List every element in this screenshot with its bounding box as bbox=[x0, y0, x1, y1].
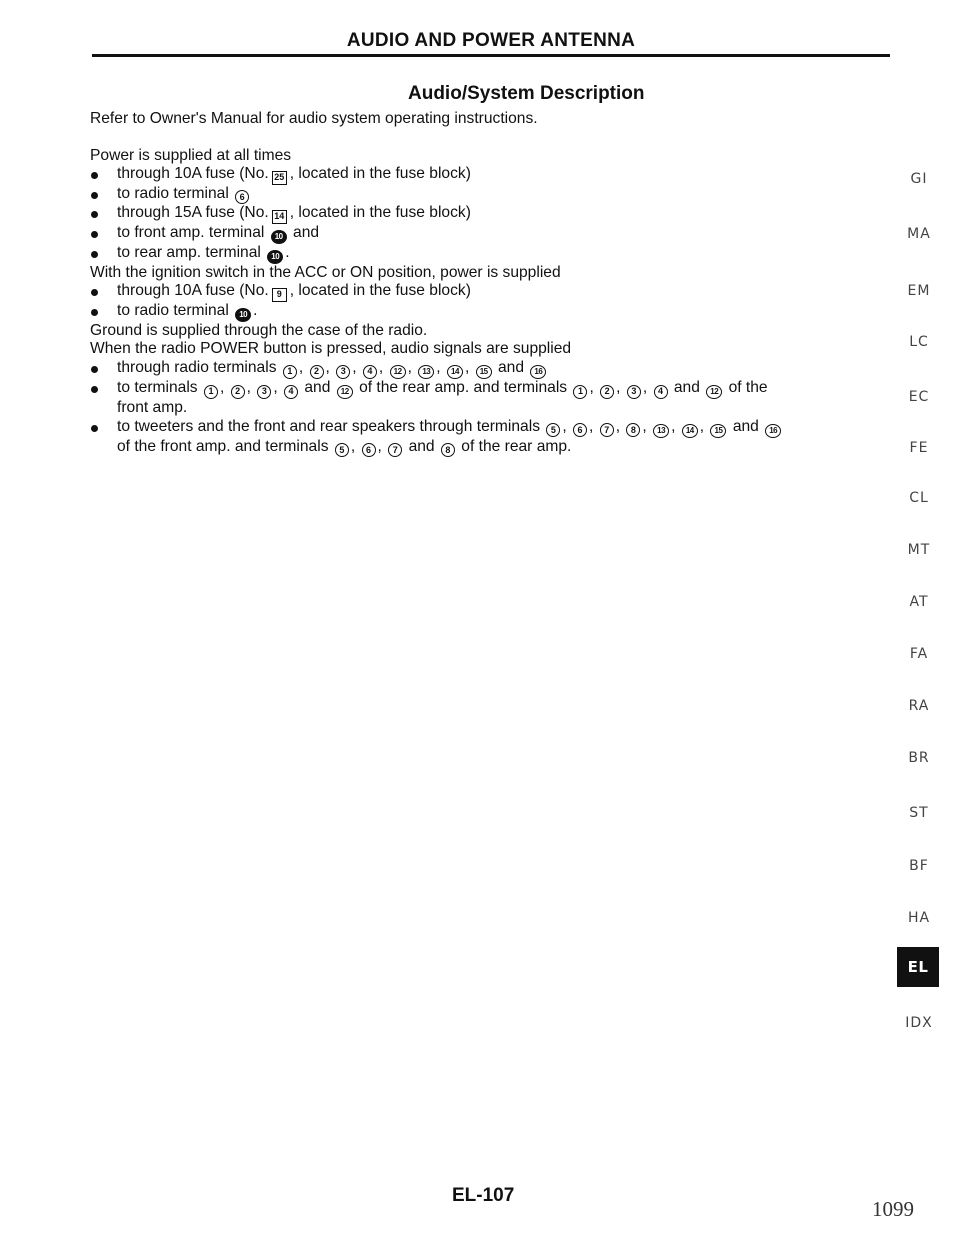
text-fragment: to radio terminal bbox=[117, 301, 229, 319]
text-fragment: , bbox=[246, 379, 251, 397]
text-fragment: through 10A fuse (No. bbox=[117, 282, 269, 300]
terminal-number-circle: 14 bbox=[682, 424, 698, 438]
terminal-number-circle: 10 bbox=[267, 250, 283, 264]
terminal-number-circle: 6 bbox=[362, 443, 376, 457]
header-rule bbox=[92, 54, 890, 57]
terminal-number-circle: 2 bbox=[310, 365, 324, 379]
terminal-number-circle: 13 bbox=[418, 365, 434, 379]
terminal-number-circle: 16 bbox=[765, 424, 781, 438]
text-fragment: to rear amp. terminal bbox=[117, 243, 261, 261]
terminal-number-circle: 5 bbox=[335, 443, 349, 457]
text-fragment: , bbox=[219, 379, 225, 397]
text-fragment: , bbox=[350, 437, 356, 455]
text-fragment: , bbox=[671, 417, 676, 435]
terminal-number-circle: 6 bbox=[235, 190, 249, 204]
text-fragment: through 15A fuse (No. bbox=[117, 204, 269, 222]
tab-ra[interactable]: RA bbox=[908, 698, 930, 714]
tab-fa[interactable]: FA bbox=[909, 646, 929, 662]
tab-at[interactable]: AT bbox=[909, 594, 929, 610]
bullet-icon bbox=[91, 309, 98, 316]
terminal-number-circle: 15 bbox=[476, 365, 492, 379]
power-title: Power is supplied at all times bbox=[90, 146, 292, 164]
terminal-number-circle: 2 bbox=[231, 385, 245, 399]
text-fragment: , bbox=[642, 417, 647, 435]
text-fragment: , bbox=[699, 417, 705, 435]
signals-title: When the radio POWER button is pressed, audio signals are supplied bbox=[90, 340, 572, 358]
text-fragment: , bbox=[589, 417, 594, 435]
list-item bbox=[90, 379, 880, 418]
text-fragment: of the rear amp. bbox=[461, 437, 572, 455]
bullet-icon bbox=[91, 425, 98, 432]
text-fragment: , bbox=[298, 359, 304, 377]
tab-cl[interactable]: CL bbox=[909, 490, 929, 506]
terminal-number-circle: 6 bbox=[573, 423, 587, 437]
text-fragment: to front amp. terminal bbox=[117, 223, 265, 241]
fuse-number-box: 9 bbox=[272, 288, 287, 302]
text-fragment: , bbox=[352, 359, 357, 377]
terminal-number-circle: 3 bbox=[627, 385, 641, 399]
terminal-number-circle: 4 bbox=[363, 365, 377, 379]
section-header-title: AUDIO AND POWER ANTENNA bbox=[346, 30, 636, 51]
tab-gi[interactable]: GI bbox=[910, 171, 928, 187]
page-number: EL-107 bbox=[452, 1185, 515, 1206]
terminal-number-circle: 13 bbox=[653, 424, 669, 438]
text-fragment: , bbox=[377, 437, 382, 455]
text-fragment: of the rear amp. and terminals bbox=[359, 379, 568, 397]
bullet-icon bbox=[91, 192, 98, 199]
text-fragment: and bbox=[293, 223, 320, 241]
text-fragment: and bbox=[732, 417, 759, 435]
text-fragment: , bbox=[464, 359, 470, 377]
list-item bbox=[90, 224, 880, 244]
tab-fe[interactable]: FE bbox=[909, 440, 929, 456]
text-fragment: , located in the fuse block) bbox=[289, 204, 471, 222]
ignition-title: With the ignition switch in the ACC or ON position, power is supplied bbox=[90, 263, 561, 281]
tab-bf[interactable]: BF bbox=[909, 858, 929, 874]
text-fragment: , bbox=[378, 359, 384, 377]
terminal-number-circle: 3 bbox=[257, 385, 271, 399]
terminal-number-circle: 7 bbox=[388, 443, 402, 457]
sheet-number: 1099 bbox=[872, 1197, 914, 1221]
list-item bbox=[90, 185, 880, 205]
terminal-number-circle: 4 bbox=[654, 385, 668, 399]
text-fragment: , bbox=[407, 359, 412, 377]
terminal-number-circle: 12 bbox=[390, 365, 406, 379]
bullet-icon bbox=[91, 211, 98, 218]
bullet-icon bbox=[91, 289, 98, 296]
text-fragment: . bbox=[253, 301, 258, 319]
body-text bbox=[90, 110, 880, 457]
intro-text: Refer to Owner's Manual for audio system operating instructions. bbox=[90, 110, 538, 127]
terminal-number-circle: 8 bbox=[441, 443, 455, 457]
ground-text: Ground is supplied through the case of the radio. bbox=[90, 321, 428, 339]
text-fragment: and bbox=[498, 359, 525, 377]
terminal-number-circle: 8 bbox=[626, 423, 640, 437]
terminal-number-circle: 5 bbox=[546, 423, 560, 437]
fuse-number-box: 25 bbox=[272, 171, 287, 185]
tab-ec[interactable]: EC bbox=[908, 389, 930, 405]
tab-em[interactable]: EM bbox=[907, 283, 931, 299]
text-fragment: and bbox=[304, 379, 331, 397]
bullet-icon bbox=[91, 366, 98, 373]
text-fragment: , bbox=[562, 417, 567, 435]
terminal-number-circle: 10 bbox=[271, 230, 287, 244]
tab-lc[interactable]: LC bbox=[909, 334, 929, 350]
terminal-number-circle: 15 bbox=[710, 424, 726, 438]
section-index-tabs bbox=[900, 0, 940, 1242]
tab-ma[interactable]: MA bbox=[907, 226, 931, 242]
text-fragment: . bbox=[285, 243, 290, 261]
terminal-number-circle: 3 bbox=[336, 365, 350, 379]
text-fragment: through 10A fuse (No. bbox=[117, 165, 269, 183]
terminal-number-circle: 7 bbox=[600, 423, 614, 437]
text-fragment: , bbox=[325, 359, 330, 377]
list-item bbox=[90, 418, 880, 458]
tab-idx[interactable]: IDX bbox=[905, 1015, 933, 1031]
fuse-number-box: 14 bbox=[272, 210, 287, 224]
text-fragment: , bbox=[615, 417, 621, 435]
terminal-number-circle: 16 bbox=[530, 365, 546, 379]
text-fragment: of the front amp. and terminals bbox=[117, 437, 329, 455]
text-fragment: front amp. bbox=[117, 399, 188, 417]
terminal-number-circle: 14 bbox=[447, 365, 463, 379]
list-item bbox=[90, 302, 880, 322]
bullet-icon bbox=[91, 231, 98, 238]
tab-mt[interactable]: MT bbox=[907, 542, 931, 558]
terminal-number-circle: 2 bbox=[600, 385, 614, 399]
list-item bbox=[90, 204, 880, 223]
text-fragment: of the bbox=[728, 379, 768, 397]
terminal-number-circle: 10 bbox=[235, 308, 251, 322]
text-fragment: , located in the fuse block) bbox=[289, 165, 471, 183]
tab-br[interactable]: BR bbox=[908, 750, 930, 766]
bullet-icon bbox=[91, 386, 98, 393]
terminal-number-circle: 1 bbox=[283, 365, 297, 379]
text-fragment: , bbox=[616, 379, 621, 397]
text-fragment: , bbox=[589, 379, 594, 397]
list-item bbox=[90, 244, 880, 264]
list-item bbox=[90, 282, 880, 301]
text-fragment: through radio terminals bbox=[117, 359, 277, 377]
list-item bbox=[90, 359, 880, 379]
bullet-icon bbox=[91, 172, 98, 179]
text-fragment: , bbox=[642, 379, 648, 397]
terminal-number-circle: 1 bbox=[204, 385, 218, 399]
text-fragment: and bbox=[408, 437, 435, 455]
text-fragment: to tweeters and the front and rear speakers through terminals bbox=[117, 417, 540, 435]
tab-ha[interactable]: HA bbox=[907, 910, 931, 926]
list-item bbox=[90, 165, 880, 184]
tab-el[interactable]: EL bbox=[897, 947, 939, 987]
terminal-number-circle: 4 bbox=[284, 385, 298, 399]
text-fragment: , located in the fuse block) bbox=[289, 282, 471, 300]
text-fragment: , bbox=[273, 379, 278, 397]
terminal-number-circle: 1 bbox=[573, 385, 587, 399]
section-title-text: Audio/System Description bbox=[408, 83, 645, 104]
text-fragment: and bbox=[673, 379, 700, 397]
terminal-number-circle: 12 bbox=[706, 385, 722, 399]
text-fragment: to radio terminal bbox=[117, 184, 229, 202]
tab-st[interactable]: ST bbox=[909, 805, 929, 821]
bullet-icon bbox=[91, 251, 98, 258]
text-fragment: to terminals bbox=[117, 379, 198, 397]
text-fragment: , bbox=[436, 359, 441, 377]
terminal-number-circle: 12 bbox=[337, 385, 353, 399]
